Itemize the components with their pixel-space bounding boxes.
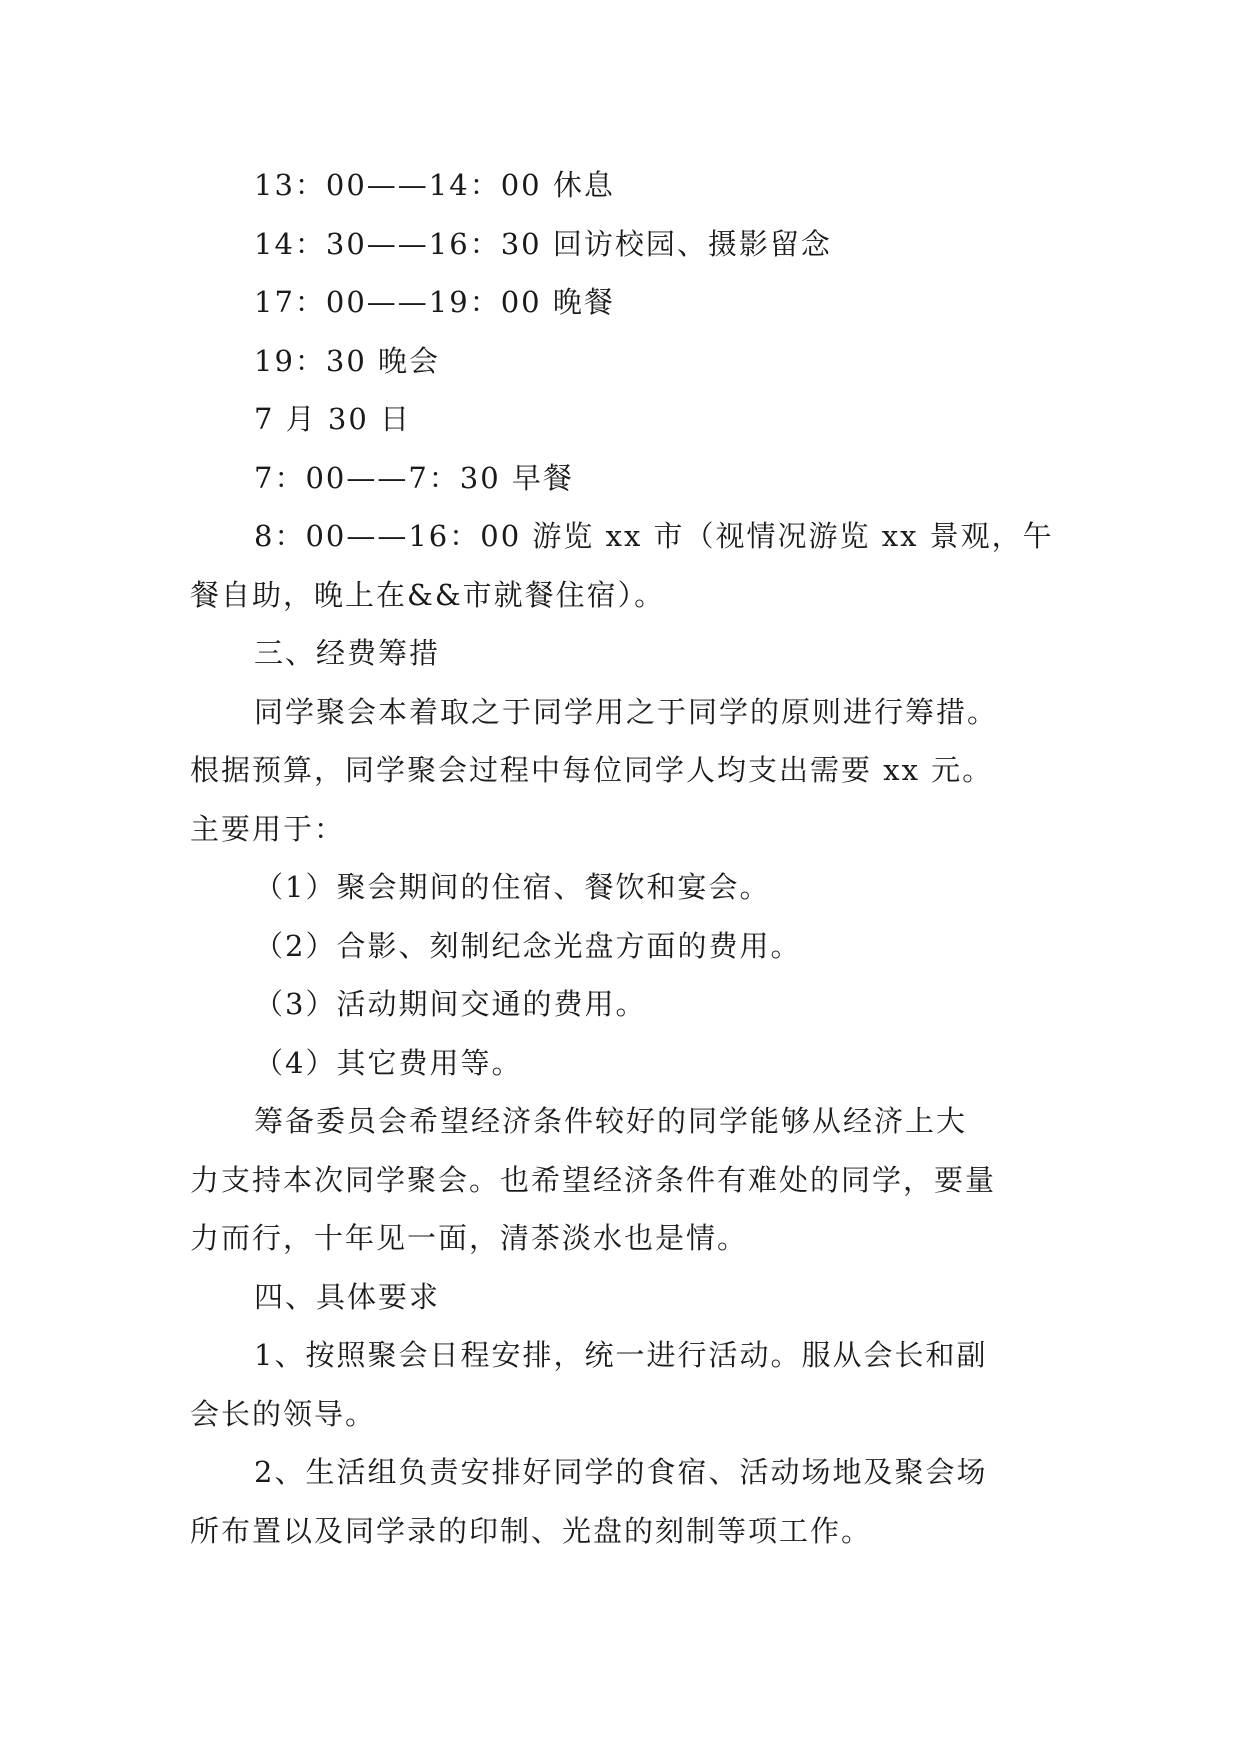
list-item-funding-4: （4）其它费用等。	[254, 1045, 523, 1080]
paragraph-funding-budget: 根据预算，同学聚会过程中每位同学人均支出需要 xx 元。	[190, 753, 994, 787]
document-body	[190, 156, 1060, 1560]
requirement-item-1-continued: 会长的领导。	[190, 1396, 377, 1431]
list-item-funding-1: （1）聚会期间的住宿、餐饮和宴会。	[254, 870, 771, 904]
schedule-line-evening-party: 19：30 晚会	[254, 343, 441, 378]
paragraph-committee-hope-line2: 力支持本次同学聚会。也希望经济条件有难处的同学，要量	[190, 1162, 997, 1197]
list-item-funding-3: （3）活动期间交通的费用。	[254, 987, 647, 1021]
schedule-line-campus-visit: 14：30——16：30 回访校园、摄影留念	[254, 226, 832, 261]
paragraph-committee-hope: 筹备委员会希望经济条件较好的同学能够从经济上大	[254, 1104, 968, 1138]
schedule-line-city-tour: 8：00——16：00 游览 xx 市（视情况游览 xx 景观，午	[254, 519, 1054, 553]
schedule-line-rest: 13：00——14：00 休息	[254, 168, 615, 202]
paragraph-funding-principle: 同学聚会本着取之于同学用之于同学的原则进行筹措。	[254, 694, 999, 729]
list-item-funding-2: （2）合影、刻制纪念光盘方面的费用。	[254, 928, 802, 963]
section-heading-funding: 三、经费筹措	[254, 636, 441, 670]
schedule-date-heading: 7 月 30 日	[254, 402, 412, 436]
paragraph-funding-usage-intro: 主要用于：	[190, 811, 346, 846]
schedule-line-dinner: 17：00——19：00 晚餐	[254, 285, 615, 319]
paragraph-committee-hope-line3: 力而行，十年见一面，清茶淡水也是情。	[190, 1221, 749, 1255]
schedule-line-breakfast: 7：00——7：30 早餐	[254, 460, 574, 495]
schedule-line-city-tour-continued: 餐自助，晚上在&&市就餐住宿）。	[190, 577, 666, 612]
requirement-item-1: 1、按照聚会日程安排，统一进行活动。服从会长和副	[254, 1338, 988, 1372]
section-heading-requirements: 四、具体要求	[254, 1279, 441, 1314]
requirement-item-2: 2、生活组负责安排好同学的食宿、活动场地及聚会场	[254, 1455, 988, 1489]
requirement-item-2-continued: 所布置以及同学录的印制、光盘的刻制等项工作。	[190, 1513, 873, 1548]
